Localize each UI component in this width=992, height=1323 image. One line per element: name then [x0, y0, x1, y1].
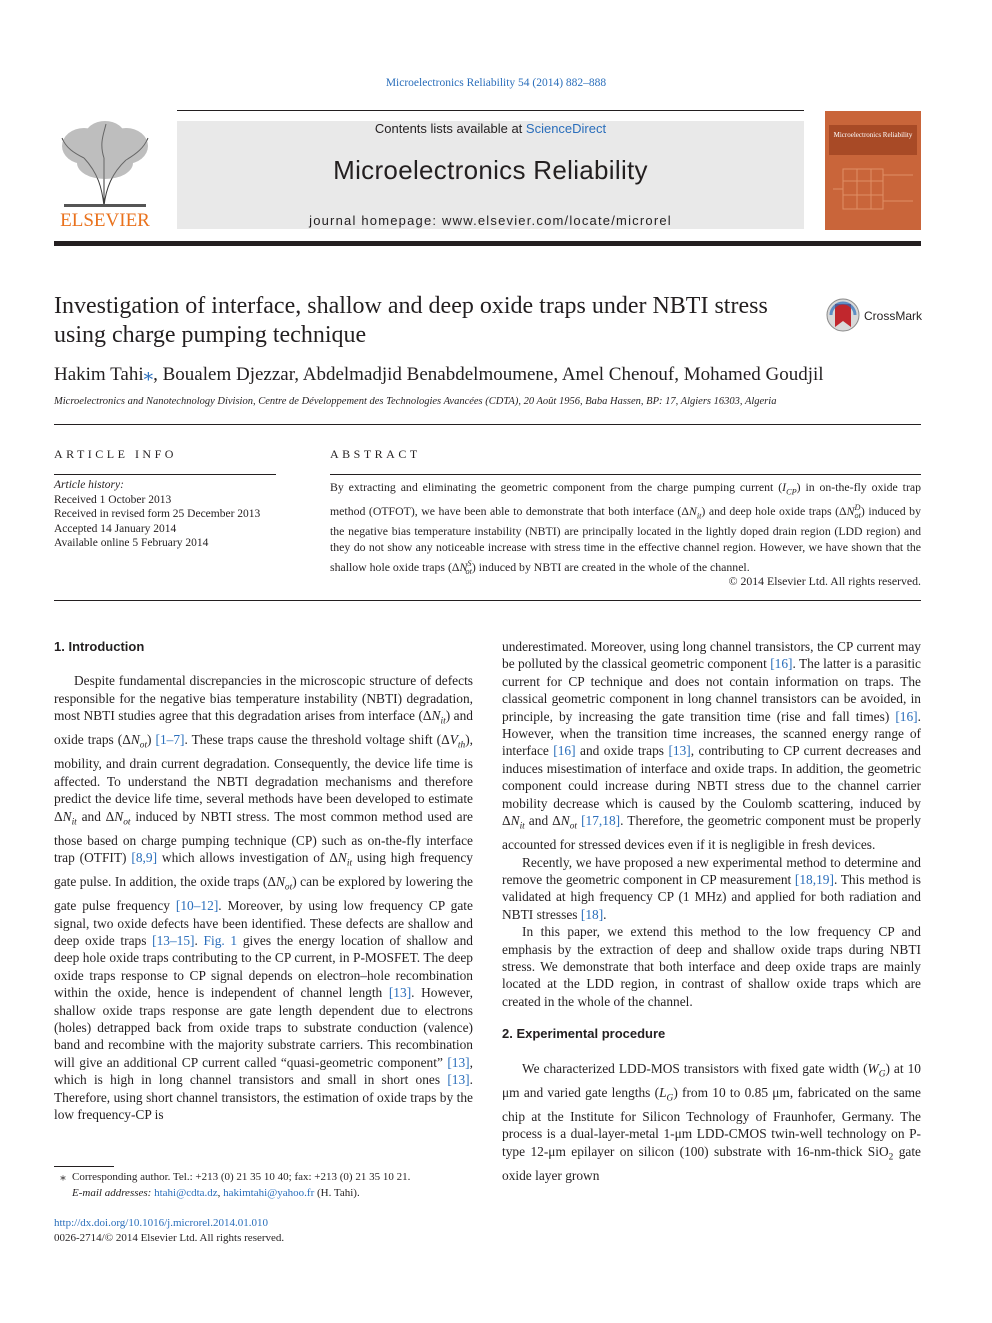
citation-link[interactable]: [17,18]: [581, 813, 621, 829]
abstract-copyright: © 2014 Elsevier Ltd. All rights reserved.: [728, 574, 921, 588]
email-label: E-mail addresses:: [72, 1186, 152, 1199]
citation-link[interactable]: [16]: [553, 743, 576, 759]
section-heading: 2. Experimental procedure: [502, 1026, 666, 1042]
abstract-heading: ABSTRACT: [330, 447, 421, 461]
journal-citation-link[interactable]: Microelectronics Reliability 54 (2014) 882–888: [385, 77, 607, 89]
header-bottom-rule: [54, 241, 921, 246]
crossmark-icon: [826, 297, 926, 333]
header-top-rule: [177, 110, 804, 111]
divider: [330, 474, 921, 475]
doi-link[interactable]: http://dx.doi.org/10.1016/j.microrel.2014.01.010: [54, 1217, 268, 1229]
corresponding-contact: Corresponding author. Tel.: +213 (0) 21 35 10 40; fax: +213 (0) 21 35 10 21.: [72, 1171, 411, 1183]
author[interactable]: Boualem Djezzar: [162, 364, 295, 385]
citation-link[interactable]: [10–12]: [175, 898, 219, 914]
journal-name: Microelectronics Reliability: [333, 155, 648, 185]
elsevier-logo[interactable]: [54, 118, 156, 230]
journal-cover-thumbnail[interactable]: [825, 111, 921, 230]
citation-link[interactable]: [13]: [388, 985, 412, 1001]
online-date: Available online 5 February 2014: [54, 537, 209, 549]
corresponding-author-marker[interactable]: ⁎: [143, 364, 154, 385]
accepted-date: Accepted 14 January 2014: [54, 522, 177, 535]
email-footnote: E-mail addresses: htahi@cdta.dz, hakimtahi@yahoo.fr (H. Tahi).: [72, 1186, 360, 1199]
footnote-rule: [54, 1166, 114, 1167]
crossmark-badge[interactable]: [826, 297, 926, 333]
divider: [54, 424, 921, 425]
left-text-column: [54, 638, 473, 1124]
figure-link[interactable]: Fig. 1: [203, 933, 238, 949]
citation-link[interactable]: [16]: [895, 708, 918, 724]
issn-line: 0026-2714/© 2014 Elsevier Ltd. All rights reserved.: [54, 1232, 285, 1244]
cover-title: Microelectronics Reliability: [833, 131, 913, 139]
contents-line: [177, 121, 804, 136]
paper-title: Investigation of interface, shallow and deep oxide traps under NBTI stress using charge pumping technique: [54, 293, 768, 348]
footnote-marker: ⁎: [60, 1171, 66, 1183]
affiliation: Microelectronics and Nanotechnology Division, Centre de Développement des Technologies Avancées (CDTA), 20 Août 1956, Baba Hassen, BP: 17, Algiers 16303, Algeria: [54, 396, 777, 407]
citation-link[interactable]: [8,9]: [131, 850, 158, 866]
journal-homepage-line: [177, 213, 804, 228]
experimental-paragraph: We characterized LDD-MOS transistors with fixed gate width $(W_G)$ at 10 μm and varied gate lengths $(L_G)$ from 10 to 0.85 μm, fabricated on the same chip at the Institute for Silicon Technology of Fraunhofer, Germany. The process is a dual-layer-metal 1-μm LDD-CMOS twin-well technology on P-type 12-μm epilayer on silicon (100) substrate with 16-nm-thick SiO$_2$ gate oxide layer grown: [502, 1060, 921, 1183]
received-date: Received 1 October 2013: [54, 493, 172, 506]
intro-paragraph: In this paper, we extend this method to the low frequency CP and emphasis by the extraction of deep and shallow oxide traps during NBTI stress. We demonstrate that both interface and deep oxide traps are mainly located at the LDD region, in contrast of shallow oxide traps which are created in the whole of the channel.: [502, 924, 921, 1009]
elsevier-wordmark: ELSEVIER: [60, 210, 150, 230]
intro-paragraph: Recently, we have proposed a new experimental method to determine and remove the geometric component in CP measurement [18,19]. This method is validated at high frequency CP (1 MHz) and applied for both radiation and NBTI stresses [18].: [502, 854, 921, 922]
citation-link[interactable]: [18]: [580, 906, 604, 922]
cover-art-icon: [825, 111, 921, 230]
elsevier-tree-icon: [54, 118, 156, 230]
citation-link[interactable]: [13]: [447, 1072, 470, 1088]
email-link[interactable]: htahi@cdta.dz: [154, 1186, 218, 1199]
section-heading: 1. Introduction: [54, 639, 145, 654]
contents-prefix: Contents lists available at: [374, 121, 526, 136]
author[interactable]: Mohamed Goudjil: [683, 364, 824, 385]
author[interactable]: Hakim Tahi: [54, 364, 144, 385]
divider: [54, 600, 921, 601]
sciencedirect-link[interactable]: ScienceDirect: [525, 121, 607, 136]
article-info-heading: ARTICLE INFO: [54, 447, 177, 461]
citation-link[interactable]: [1–7]: [155, 732, 185, 748]
revised-date: Received in revised form 25 December 2013: [54, 508, 261, 520]
author-list: Hakim Tahi⁎, Boualem Djezzar, Abdelmadjid Benabdelmoumene, Amel Chenouf, Mohamed Goudjil: [54, 364, 824, 385]
email-owner: (H. Tahi).: [317, 1186, 360, 1199]
abstract-text: By extracting and eliminating the geometric component from the charge pumping current $(I_{CP})$ in on-the-fly oxide trap method (OTFOT), we have been able to demonstrate that both interface $(\Delta N_{it})$ and deep hole oxide traps $(\Delta N^D_{ot})$ induced by the negative bias temperature instability (NBTI) are principally located in the lightly doped drain region (LDD region) and they do not show any noticeable increase with stress time in the effective channel region. However, we have shown that the shallow hole oxide traps $(\Delta N^S_{ot})$ induced by NBTI are created in the whole of the channel.: [330, 480, 922, 577]
intro-paragraph: underestimated. Moreover, using long channel transistors, the CP current may be polluted by the classical geometric component [16]. The latter is a parasitic current for CP technique and does not contain information on traps. The classical geometric component in long channel transistors can be avoided, in principle, by increasing the gate transition time (rise and fall times) [16]. However, when the transition time increases, the scanned energy range of interface [16] and oxide traps [13], contributing to CP current decreases and induces misestimation of interface and oxide traps. In addition, the geometric component could increase during NBTI stress due to the channel carrier mobility decrease which is caused by the Coulomb scattering, induced by $\Delta N_{it}$ and $\Delta N_{ot}$ [17,18]. Therefore, the geometric component must be properly accounted for stressed devices even if it is negligible in fresh devices.: [502, 639, 921, 853]
citation-link[interactable]: [16]: [770, 656, 793, 672]
intro-paragraph: Despite fundamental discrepancies in the microscopic structure of defects responsible for the negative bias temperature instability (NBTI) degradation, most NBTI studies agree that this degradation arises from interface $(\Delta N_{it})$ and oxide traps $(\Delta N_{ot})$ [1–7]. These traps cause the threshold voltage shift $(\Delta V_{th})$, mobility, and drain current degradation. Consequently, the device life time is affected. To understand the NBTI degradation mechanisms and therefore predict the device life time, several methods have been developed to estimate $\Delta N_{it}$ and $\Delta N_{ot}$ induced by NBTI stress. The most common method used are those based on charge pumping technique (CP) such as on-the-fly interface trap (OTFIT) [8,9] which allows investigation of $\Delta N_{it}$ using high frequency gate pulse. In addition, the oxide traps $(\Delta N_{ot})$ can be explored by lowering the gate pulse frequency [10–12]. Moreover, by using low frequency CP gate signal, two oxide defects have been identified. These defects are shallow and deep oxide traps [13–15]. Fig. 1 gives the energy location of shallow and deep hole oxide traps contributing to the CP current, in P-MOSFET. The deep oxide traps response to CP signal depends on electron–hole recombination within the oxide, hence is independent of channel length [13]. However, shallow oxide traps response are gate length dependent due to electrons (holes) detrapped back from oxide traps to substrate conduction (valence) band and recombine with the majority substrate carriers. This recombination will give an additional CP current called “quasi-geometric component” [13], which is high in long channel transistors and small in short ones [13]. Therefore, using short channel transistors, the estimation of oxide traps by the low frequency-CP is: [54, 673, 474, 1123]
homepage-url-link[interactable]: www.elsevier.com/locate/microrel: [442, 213, 672, 228]
divider: [54, 474, 276, 475]
author[interactable]: Amel Chenouf: [561, 364, 675, 385]
email-link[interactable]: hakimtahi@yahoo.fr: [223, 1186, 315, 1199]
crossmark-label: CrossMark: [864, 309, 923, 323]
homepage-prefix: journal homepage:: [309, 213, 443, 228]
right-text-column: [502, 638, 921, 1184]
citation-link[interactable]: [18,19]: [794, 871, 834, 887]
article-history: [54, 478, 284, 551]
history-label: Article history:: [54, 479, 124, 491]
citation-link[interactable]: [13–15]: [152, 933, 195, 949]
citation-link[interactable]: [13]: [668, 743, 691, 759]
doi-block: [54, 1216, 484, 1246]
corresponding-footnote: [54, 1170, 484, 1186]
footnote: [54, 1170, 484, 1201]
citation-link[interactable]: [13]: [447, 1054, 470, 1070]
author[interactable]: Abdelmadjid Benabdelmoumene: [302, 364, 554, 385]
